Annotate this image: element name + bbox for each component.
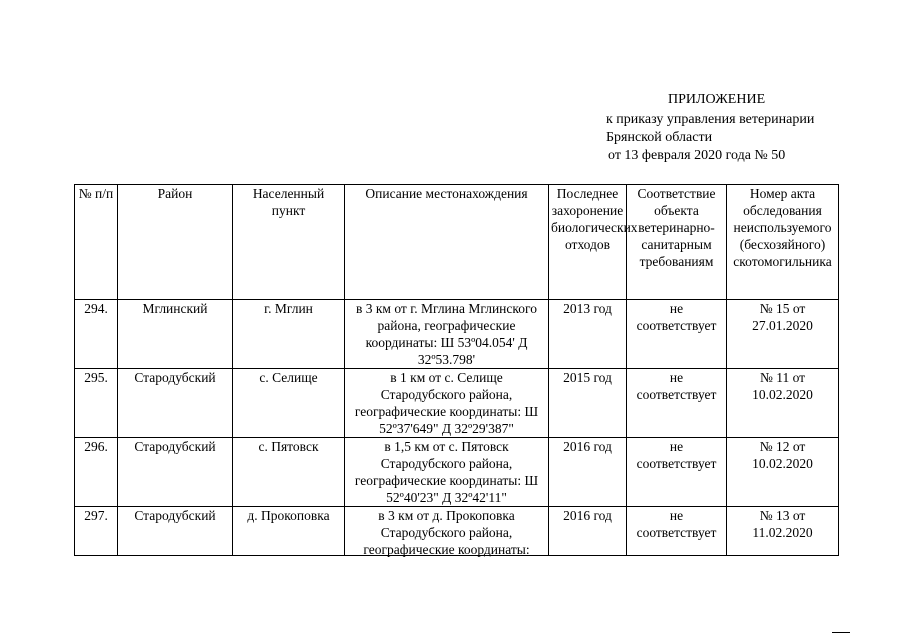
row-district: Стародубский	[118, 369, 233, 438]
table-row	[75, 369, 839, 438]
order-region-line: Брянской области	[606, 130, 713, 145]
row-last-burial: 2016 год	[549, 438, 627, 507]
row-location: в 3 км от д. Прокоповка Стародубского района, географические координаты:	[363, 508, 530, 557]
row-compliance: не соответствует	[627, 438, 727, 507]
table-row	[75, 438, 839, 507]
row-act: № 15 от 27.01.2020	[727, 300, 839, 369]
row-number: 296.	[75, 438, 118, 507]
row-district: Стародубский	[118, 507, 233, 556]
appendix-title: ПРИЛОЖЕНИЕ	[668, 92, 766, 107]
page-edge-mark	[832, 632, 850, 633]
col-header-location: Описание местонахождения	[345, 185, 549, 300]
row-settlement: с. Селище	[233, 369, 345, 438]
row-settlement: д. Прокоповка	[233, 507, 345, 556]
table-header-row	[75, 185, 839, 300]
row-act: № 13 от 11.02.2020	[727, 507, 839, 556]
col-header-district: Район	[118, 185, 233, 300]
order-date-line: от 13 февраля 2020 года № 50	[608, 148, 786, 163]
col-header-number: № п/п	[75, 185, 118, 300]
row-number: 295.	[75, 369, 118, 438]
row-settlement: с. Пятовск	[233, 438, 345, 507]
col-header-settlement: Населенный пункт	[233, 185, 345, 300]
row-compliance: не соответствует	[627, 369, 727, 438]
row-number: 294.	[75, 300, 118, 369]
row-settlement: г. Мглин	[233, 300, 345, 369]
table-row	[75, 300, 839, 369]
burial-sites-table	[74, 184, 839, 556]
row-act: № 11 от 10.02.2020	[727, 369, 839, 438]
row-last-burial: 2015 год	[549, 369, 627, 438]
order-reference-line: к приказу управления ветеринарии	[606, 112, 815, 127]
row-last-burial: 2013 год	[549, 300, 627, 369]
row-number: 297.	[75, 507, 118, 556]
table-row	[75, 507, 839, 556]
row-location: в 1,5 км от с. Пятовск Стародубского района, географические координаты: Ш 52º40'23" Д 32º42'11"	[345, 438, 549, 507]
row-location-cell	[345, 507, 549, 556]
col-header-compliance: Соответствие объекта ветеринарно-санитарным требованиям	[627, 185, 727, 300]
row-district: Стародубский	[118, 438, 233, 507]
col-header-last-burial: Последнее захоронение биологических отходов	[549, 185, 627, 300]
row-compliance: не соответствует	[627, 300, 727, 369]
row-compliance: не соответствует	[627, 507, 727, 556]
row-location: в 3 км от г. Мглина Мглинского района, географические координаты: Ш 53º04.054' Д 32º53.798'	[345, 300, 549, 369]
col-header-act: Номер акта обследования неиспользуемого (бесхозяйного) скотомогильника	[727, 185, 839, 300]
row-last-burial: 2016 год	[549, 507, 627, 556]
row-act: № 12 от 10.02.2020	[727, 438, 839, 507]
row-location: в 1 км от с. Селище Стародубского района, географические координаты: Ш 52º37'649" Д 32º29'387"	[345, 369, 549, 438]
row-district: Мглинский	[118, 300, 233, 369]
